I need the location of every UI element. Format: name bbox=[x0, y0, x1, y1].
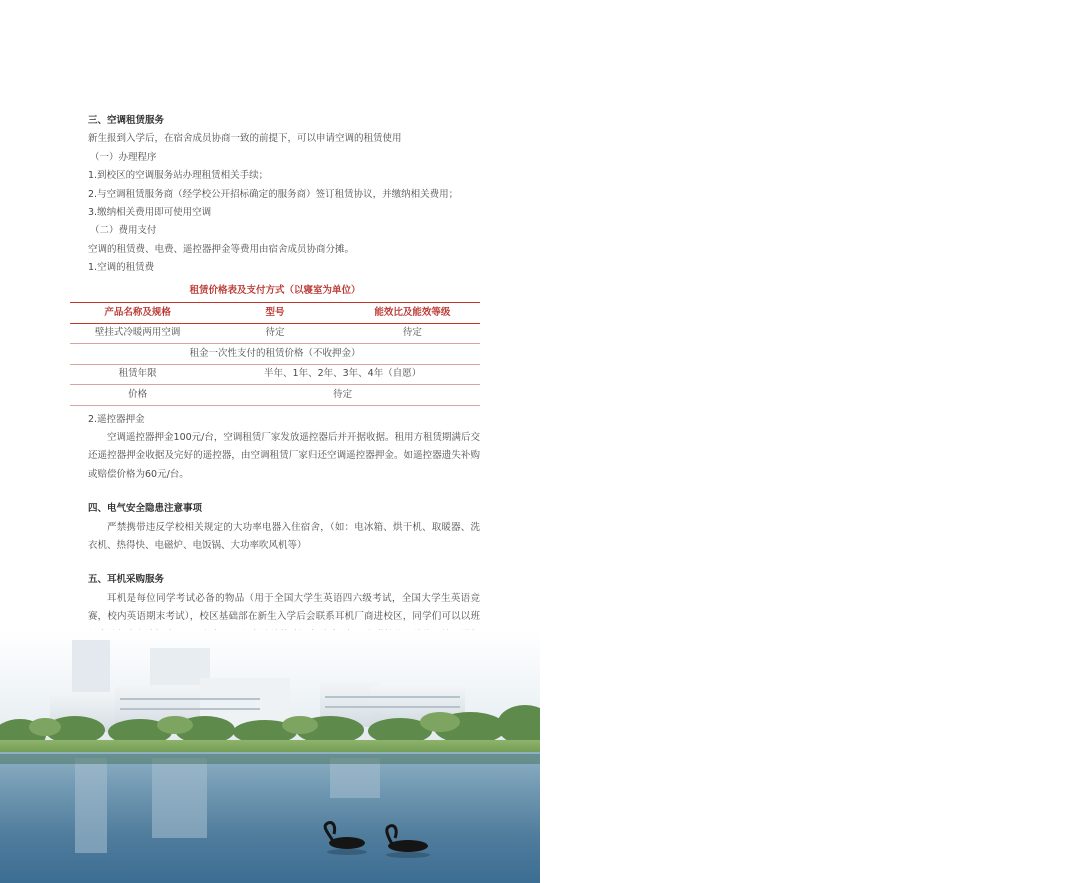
table-row bbox=[70, 364, 480, 385]
cell-span-note: 租金一次性支付的租赁价格（不收押金） bbox=[70, 344, 480, 365]
fee-description: 空调的租赁费、电费、遥控器押金等费用由宿舍成员协商分摊。 bbox=[88, 243, 355, 255]
section5-heading: 五、耳机采购服务 bbox=[88, 574, 165, 586]
cell-model: 待定 bbox=[205, 323, 344, 344]
section3-intro: 新生报到入学后，在宿舍成员协商一致的前提下，可以申请空调的租赁使用 bbox=[88, 133, 402, 145]
cell-price-label: 价格 bbox=[70, 385, 205, 406]
black-swan-icon bbox=[325, 823, 428, 852]
step-3: 3.缴纳相关费用即可使用空调 bbox=[88, 207, 212, 219]
cell-product: 壁挂式冷暖两用空调 bbox=[70, 323, 205, 344]
step-1: 1.到校区的空调服务站办理租赁相关手续； bbox=[88, 170, 269, 182]
fee-item-1: 1.空调的租赁费 bbox=[88, 262, 155, 274]
cell-term-label: 租赁年限 bbox=[70, 364, 205, 385]
table-row bbox=[70, 385, 480, 406]
table-row bbox=[70, 323, 480, 344]
procedure-subheading: （一）办理程序 bbox=[90, 151, 157, 163]
cell-price-value: 待定 bbox=[205, 385, 480, 406]
table-header-row bbox=[70, 303, 480, 324]
reflection-and-swans-icon bbox=[0, 630, 540, 883]
payment-subheading: （二）费用支付 bbox=[90, 225, 157, 237]
campus-lake-photo bbox=[0, 630, 540, 883]
col-header-product: 产品名称及规格 bbox=[70, 303, 205, 324]
main-content bbox=[70, 112, 480, 682]
col-header-efficiency: 能效比及能效等级 bbox=[345, 303, 480, 324]
section3-heading: 三、空调租赁服务 bbox=[88, 115, 165, 126]
cell-efficiency: 待定 bbox=[345, 323, 480, 344]
step-2: 2.与空调租赁服务商（经学校公开招标确定的服务商）签订租赁协议，并缴纳相关费用； bbox=[88, 188, 459, 200]
section5-paragraph: 耳机是每位同学考试必备的物品（用于全国大学生英语四六级考试，全国大学生英语竞赛，校内英语期末考试），校区基础部在新生入学后会联系耳机厂商进校区，同学们可以以班 bbox=[88, 592, 480, 623]
section4-paragraph: 严禁携带违反学校相关规定的大功率电器入住宿舍，（如：电冰箱、烘干机、取暖器、洗衣机、热得快、电磁炉、电饭锅、大功率吹风机等） bbox=[88, 521, 480, 551]
price-table bbox=[70, 302, 480, 406]
cell-term-value: 半年、1年、2年、3年、4年（自愿） bbox=[205, 364, 480, 385]
col-header-model: 型号 bbox=[205, 303, 344, 324]
section4-heading: 四、电气安全隐患注意事项 bbox=[88, 503, 203, 515]
fee-item-2: 2.遥控器押金 bbox=[88, 413, 145, 425]
price-table-title: 租赁价格表及支付方式（以寝室为单位） bbox=[189, 284, 361, 296]
table-row bbox=[70, 344, 480, 365]
remote-deposit-paragraph: 空调遥控器押金100元/台，空调租赁厂家发放遥控器后并开据收据。租用方租赁期满后交还遥控器押金收据及完好的遥控器，由空调租赁厂家归还空调遥控器押金。如遥控器遗失补购或赔偿价格为60元/台。 bbox=[88, 431, 480, 480]
